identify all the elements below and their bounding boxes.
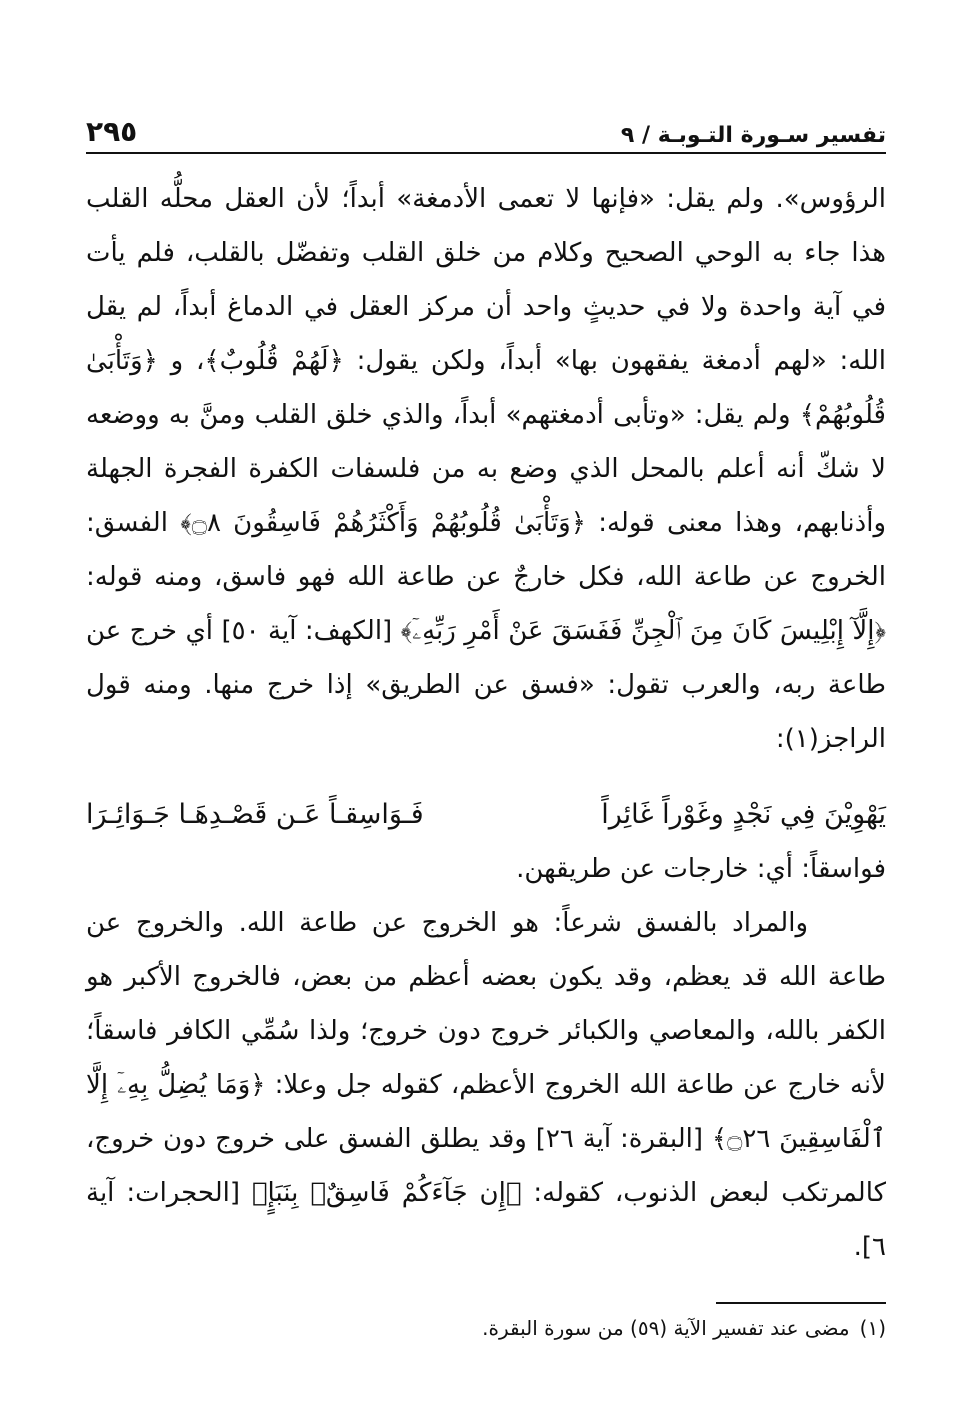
verse-gloss: فواسقاً: أي: خارجات عن طريقهن. xyxy=(516,854,886,884)
footnote-text: مضى عند تفسير الآية (٥٩) من سورة البقرة. xyxy=(482,1316,850,1340)
footnote-rule xyxy=(716,1302,886,1304)
footnote-number: (١) xyxy=(859,1316,886,1340)
main-text xyxy=(86,172,886,1274)
verse-right-hemistich: يَهْوِيْنَ فِي نَجْدٍ وغَوْراً غَائِراً xyxy=(601,799,886,830)
paragraph-1: الرؤوس». ولم يقل: «فإنها لا تعمى الأدمغة» أبداً؛ لأن العقل محلُّه القلب هذا جاء به الوحي الصحيح وكلام من خلق القلب وتفضّل بالقلب، فلم يأت في آية واحدة ولا في حديثٍ واحد أن مركز العقل في الدماغ أبداً، لم يقل الله: «لهم أدمغة يفقهون بها» أبداً، ولكن يقول: ﴿لَهُمْ قُلُوبٌ﴾، و ﴿وَتَأْبَىٰ قُلُوبُهُمْ﴾ ولم يقل: «وتأبى أدمغتهم» أبداً، والذي خلق القلب ومنَّ به ووضعه لا شكّ أنه أعلم بالمحل الذي وضع به من فلسفات الكفرة الفجرة الجهلة وأذنابهم، وهذا معنى قوله: ﴿وَتَأْبَىٰ قُلُوبُهُمْ وَأَكْثَرُهُمْ فَاسِقُونَ ۝٨﴾ الفسق: الخروج عن طاعة الله، فكل خارجٌ عن طاعة الله فهو فاسق، ومنه قوله: ﴿إِلَّآ إِبْلِيسَ كَانَ مِنَ ٱلْجِنِّ فَفَسَقَ عَنْ أَمْرِ رَبِّهِۦٓ﴾ [الكهف: آية ٥٠] أي خرج عن طاعة ربه، والعرب تقول: «فسق عن الطريق» إذا خرج منها. ومنه قول الراجز(١): xyxy=(86,184,887,754)
page-header xyxy=(86,100,886,148)
running-title: تفسير سـورة التـوبـة / ٩ xyxy=(620,123,886,148)
poetry-verse xyxy=(86,788,886,842)
header-rule xyxy=(86,152,886,154)
page-number: ٢٩٥ xyxy=(86,115,138,148)
verse-left-hemistich: فَـوَاسِقـاً عَـن قَصْـدِهَـا جَـوَائِـرَا xyxy=(86,799,424,830)
paragraph-2: والمراد بالفسق شرعاً: هو الخروج عن طاعة الله. والخروج عن طاعة الله قد يعظم، وقد يكون بعضه أعظم من بعض، فالخروج الأكبر هو الكفر بالله، والمعاصي والكبائر خروج دون خروج؛ ولذا سُمِّي الكافر فاسقاً؛ لأنه خارج عن طاعة الله الخروج الأعظم، كقوله جل وعلا: ﴿وَمَا يُضِلُّ بِهِۦٓ إِلَّا ٱلْفَاسِقِينَ ۝٢٦﴾ [البقرة: آية ٢٦] وقد يطلق الفسق على خروج دون خروج، كالمرتكب لبعض الذنوب، كقوله: ﴿إِن جَآءَكُمْ فَاسِقٌۢ بِنَبَإٍ﴾ [الحجرات: آية ٦]. xyxy=(86,908,886,1262)
footnote xyxy=(482,1316,886,1340)
